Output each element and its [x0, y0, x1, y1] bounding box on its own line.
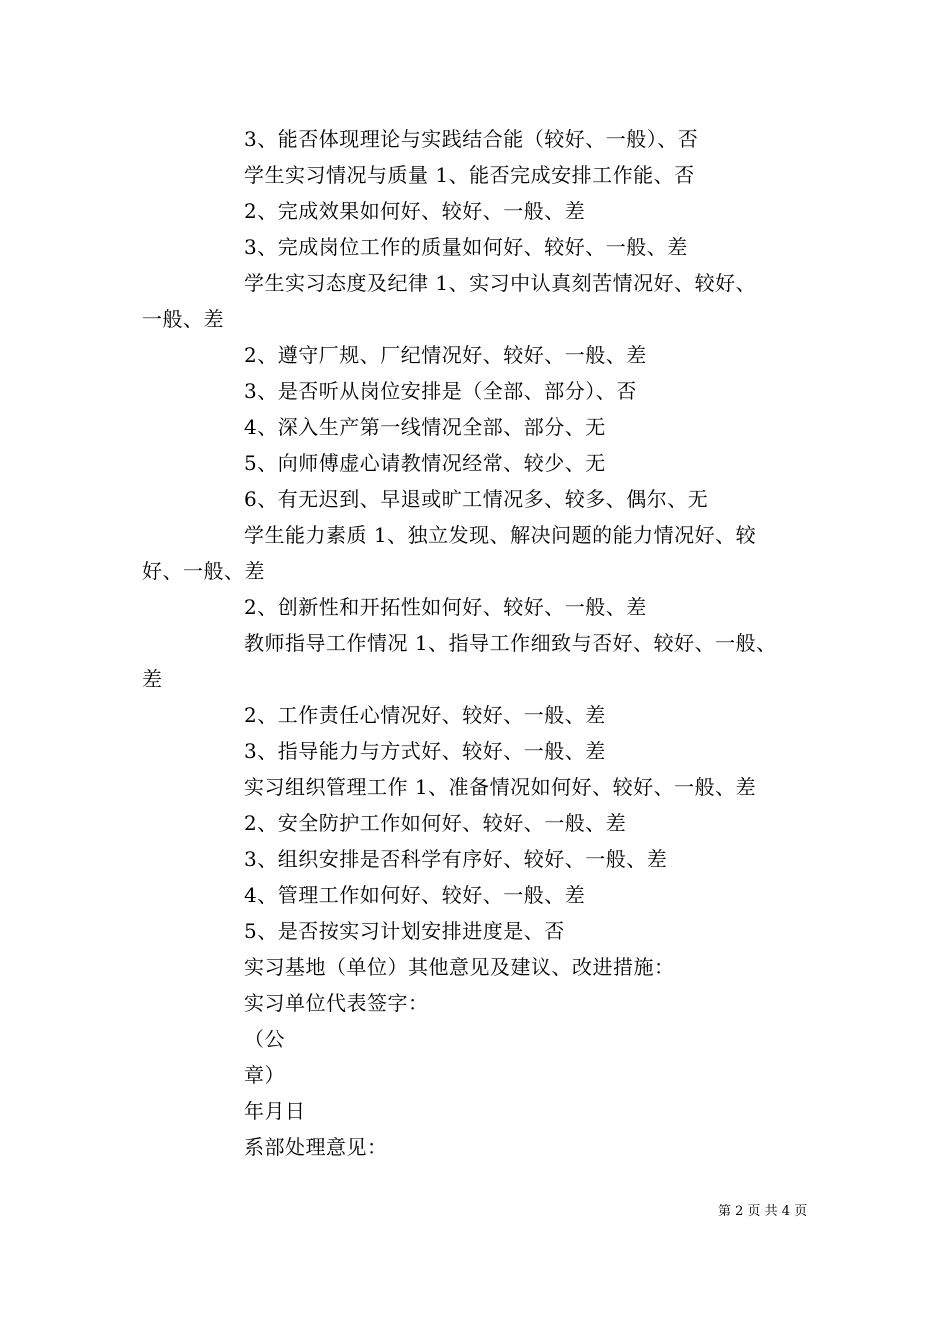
- page-number-footer: 第 2 页 共 4 页: [718, 1204, 808, 1219]
- text-line: 实习单位代表签字：: [244, 991, 429, 1015]
- text-line: 好、一般、差: [142, 559, 265, 583]
- text-line: 3、组织安排是否科学有序好、较好、一般、差: [244, 847, 668, 871]
- text-line: 2、完成效果如何好、较好、一般、差: [244, 199, 586, 223]
- text-line: 2、遵守厂规、厂纪情况好、较好、一般、差: [244, 343, 647, 367]
- text-line: 实习基地（单位）其他意见及建议、改进措施：: [244, 955, 675, 979]
- text-line: 6、有无迟到、早退或旷工情况多、较多、偶尔、无: [244, 487, 709, 511]
- text-line: 一般、差: [142, 307, 224, 331]
- text-line: 3、完成岗位工作的质量如何好、较好、一般、差: [244, 235, 688, 259]
- text-line: 学生能力素质 1、独立发现、解决问题的能力情况好、较: [244, 523, 757, 547]
- text-line: 3、指导能力与方式好、较好、一般、差: [244, 739, 606, 763]
- text-line: 2、创新性和开拓性如何好、较好、一般、差: [244, 595, 647, 619]
- text-line: 3、是否听从岗位安排是（全部、部分）、否: [244, 379, 637, 403]
- text-line: 2、工作责任心情况好、较好、一般、差: [244, 703, 606, 727]
- text-line: 5、是否按实习计划安排进度是、否: [244, 919, 565, 943]
- text-line: 学生实习态度及纪律 1、实习中认真刻苦情况好、较好、: [244, 271, 757, 295]
- text-line: 系部处理意见：: [244, 1135, 388, 1159]
- text-line: 差: [142, 667, 163, 691]
- text-line: 教师指导工作情况 1、指导工作细致与否好、较好、一般、: [244, 631, 777, 655]
- text-line: 4、深入生产第一线情况全部、部分、无: [244, 415, 606, 439]
- text-line: 章）: [244, 1063, 285, 1087]
- text-line: 年月日: [244, 1099, 306, 1123]
- text-line: 2、安全防护工作如何好、较好、一般、差: [244, 811, 627, 835]
- text-line: 实习组织管理工作 1、准备情况如何好、较好、一般、差: [244, 775, 757, 799]
- text-line: 学生实习情况与质量 1、能否完成安排工作能、否: [244, 163, 695, 187]
- text-line: （公: [244, 1027, 285, 1051]
- text-line: 4、管理工作如何好、较好、一般、差: [244, 883, 586, 907]
- document-body: [0, 121, 950, 1165]
- text-line: 3、能否体现理论与实践结合能（较好、一般）、否: [244, 127, 699, 151]
- text-line: 5、向师傅虚心请教情况经常、较少、无: [244, 451, 606, 475]
